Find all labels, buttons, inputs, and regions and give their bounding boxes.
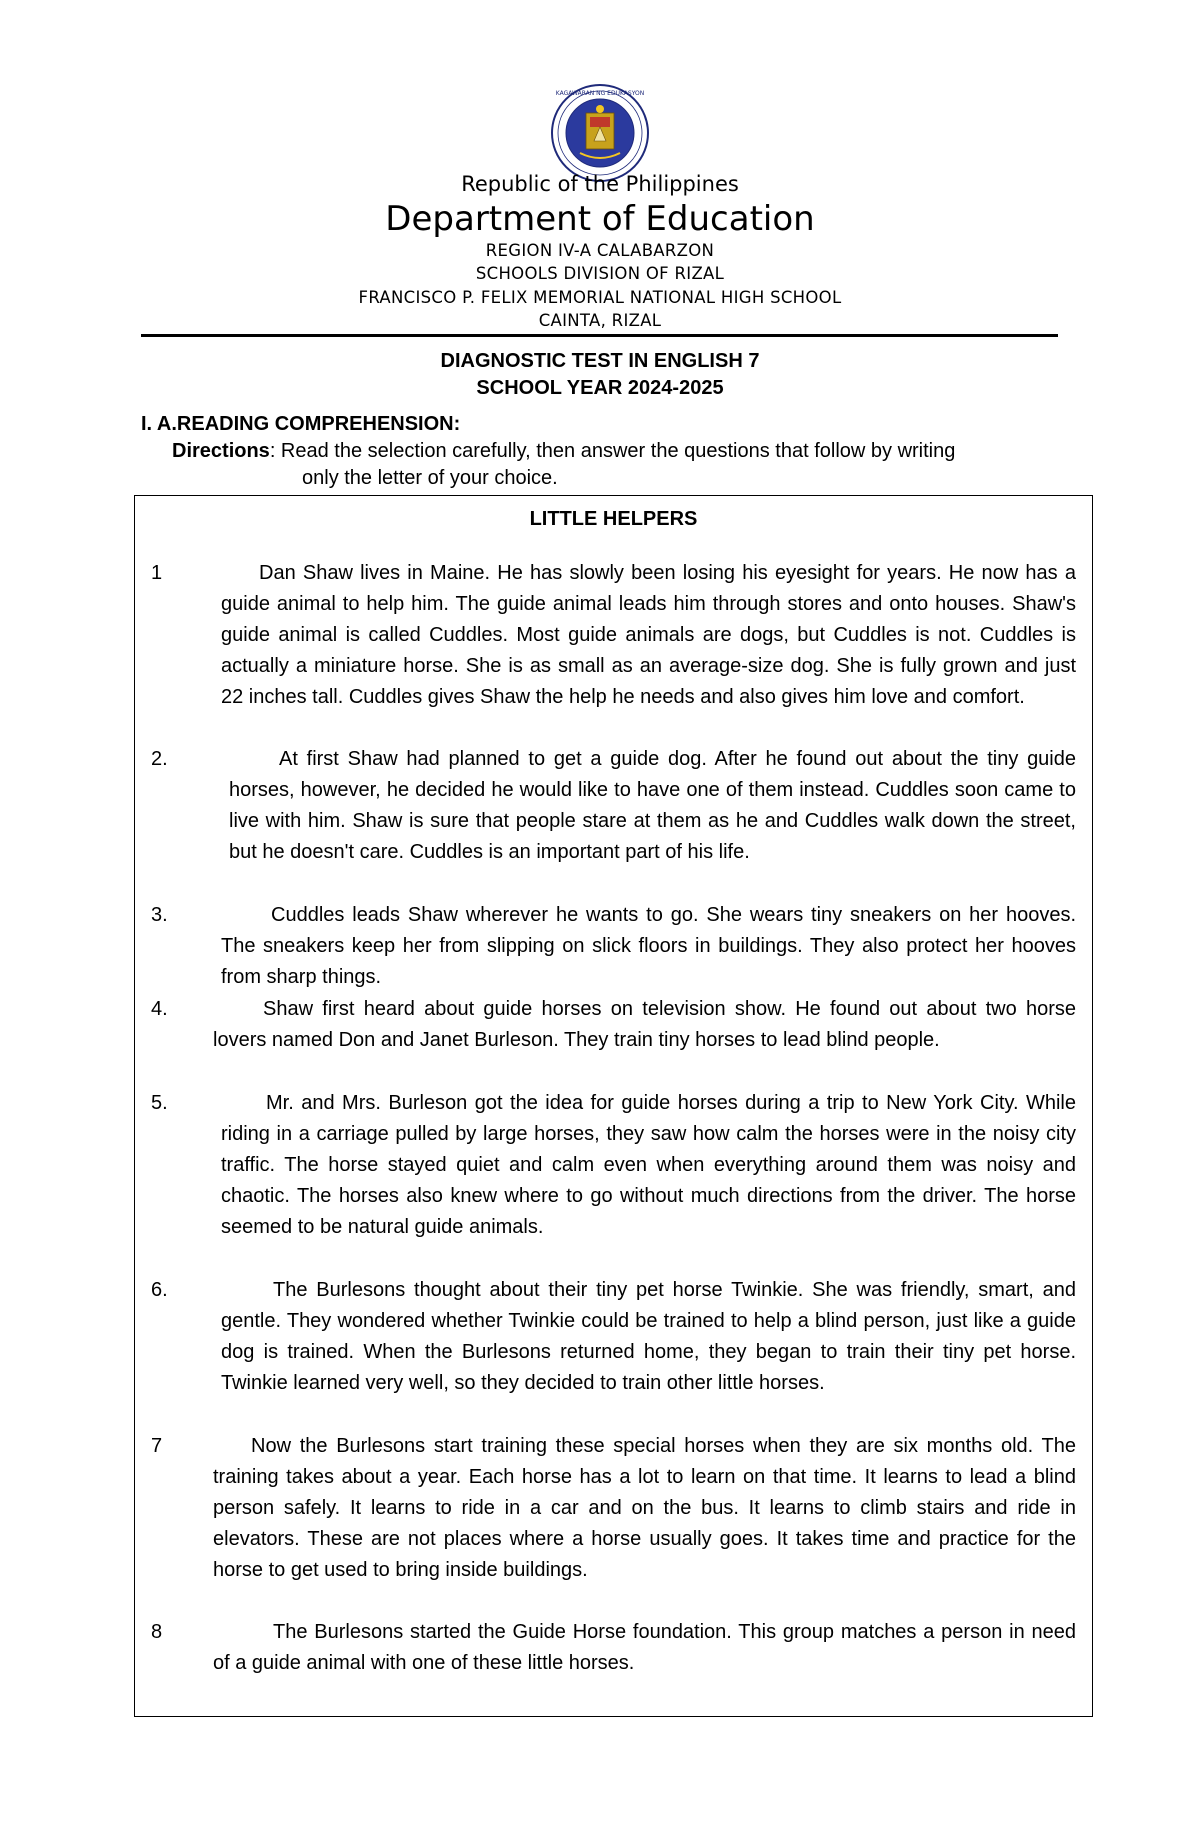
passage-paragraph: Dan Shaw lives in Maine. He has slowly been losing his eyesight for years. He now has a guide animal to help him. The guide animal leads him through stores and onto houses. Shaw's guide animal is called Cuddles. Most guide animals are dogs, but Cuddles is not. Cuddles is actually a miniature horse. She is as small as an average-size dog. She is fully grown and just 22 inches tall. Cuddles gives Shaw the help he needs and also gives him love and comfort.: [221, 562, 1076, 708]
passage-paragraph: Mr. and Mrs. Burleson got the idea for guide horses during a trip to New York City. While riding in a carriage pulled by large horses, they saw how calm the horses were in the noisy city traffic. The horse stayed quiet and calm even when everything around them was noisy and chaotic. The horses also knew where to go without much directions from the driver. The horse seemed to be natural guide animals.: [221, 1092, 1076, 1238]
paragraph-number: 3.: [151, 904, 168, 926]
svg-text:KAGAWARAN NG EDUKASYON: KAGAWARAN NG EDUKASYON: [555, 90, 645, 97]
passage-paragraph: Now the Burlesons start training these special horses when they are six months old. The training takes about a year. Each horse has a lot to learn on that time. It learns to lead a blind person safely. It learns to ride in a car and on the bus. It learns to climb stairs and ride in elevators. These are not places where a horse usually goes. It takes time and practice for the horse to get used to bring inside buildings.: [213, 1435, 1076, 1581]
school-name: FRANCISCO P. FELIX MEMORIAL NATIONAL HIGH SCHOOL: [358, 288, 842, 307]
passage-paragraph: Cuddles leads Shaw wherever he wants to go. She wears tiny sneakers on her hooves. The sneakers keep her from slipping on slick floors in buildings. They also protect her hooves from sharp things.: [221, 904, 1076, 988]
republic-line: Republic of the Philippines: [461, 172, 739, 196]
paragraph-number: 1: [151, 562, 163, 584]
paragraph-number: 8: [151, 1621, 163, 1643]
region-line: REGION IV-A CALABARZON: [485, 241, 715, 260]
passage-paragraph: Shaw first heard about guide horses on television show. He found out about two horse lovers named Don and Janet Burleson. They train tiny horses to lead blind people.: [213, 998, 1076, 1051]
deped-seal-logo: [550, 83, 650, 183]
directions-line-2: only the letter of your choice.: [302, 467, 558, 489]
reading-passage-box: [134, 495, 1093, 1717]
passage-paragraph: The Burlesons thought about their tiny pet horse Twinkie. She was friendly, smart, and gentle. They wondered whether Twinkie could be trained to help a blind person, just like a guide dog is trained. When the Burlesons returned home, they began to train their tiny pet horse. Twinkie learned very well, so they decided to train other little horses.: [221, 1279, 1076, 1394]
directions-line-1: [172, 440, 955, 463]
division-line: SCHOOLS DIVISION OF RIZAL: [475, 264, 725, 283]
school-year: SCHOOL YEAR 2024-2025: [476, 377, 724, 399]
directions-text-1: : Read the selection carefully, then answer the questions that follow by writing: [269, 440, 956, 462]
city-line: CAINTA, RIZAL: [538, 311, 662, 330]
passage-paragraph: At first Shaw had planned to get a guide dog. After he found out about the tiny guide horses, however, he decided he would like to have one of them instead. Cuddles soon came to live with him. Shaw is sure that people stare at them as he and Cuddles walk down the street, but he doesn't care. Cuddles is an important part of his life.: [229, 748, 1076, 863]
paragraph-number: 4.: [151, 998, 168, 1020]
test-title: DIAGNOSTIC TEST IN ENGLISH 7: [440, 350, 760, 372]
header-divider: [141, 334, 1058, 337]
paragraph-number: 7: [151, 1435, 163, 1457]
department-name: Department of Education: [385, 199, 815, 239]
paragraph-number: 2.: [151, 748, 168, 770]
paragraph-number: 6.: [151, 1279, 168, 1301]
passage-paragraph: The Burlesons started the Guide Horse foundation. This group matches a person in need of a guide animal with one of these little horses.: [213, 1621, 1076, 1674]
directions-label: Directions: [172, 440, 270, 462]
paragraph-number: 5.: [151, 1092, 168, 1114]
passage-title: LITTLE HELPERS: [529, 508, 698, 530]
section-heading: I. A.READING COMPREHENSION:: [141, 413, 461, 435]
